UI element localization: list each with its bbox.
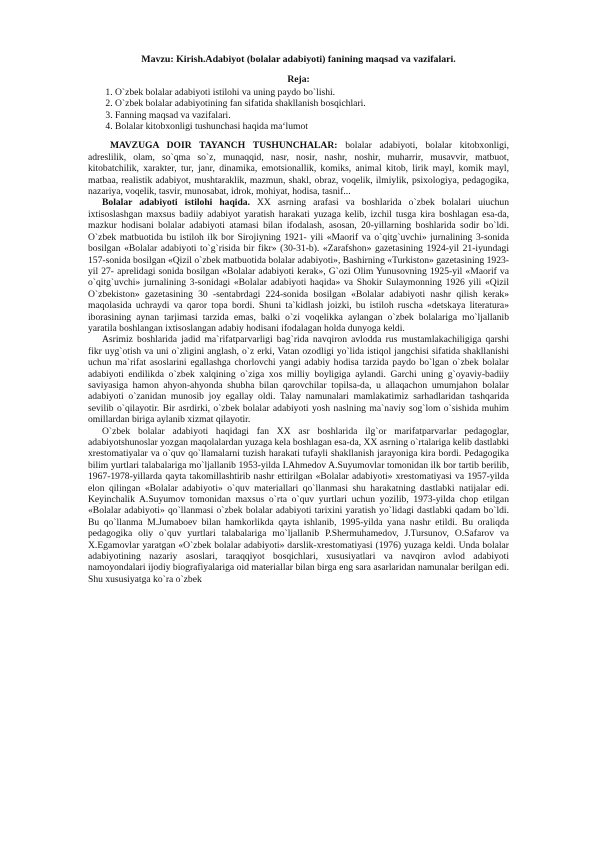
paragraph-term-origin xyxy=(88,197,509,334)
paragraph-term-origin-text: XX asrning arafasi va boshlarida o`zbek bolalari uiuchun ixtisoslashgan maxsus badiiy adabiyot yaratish harakati yuzaga kelib, izchil tusga kira boshlagan esa-da, mazkur hodisani bolalar adabiyoti atamasi bilan ifodalash, asosan, 20-yillarning boshlarida sodir bo`ldi. O`zbek matbuotida bu istiloh ilk bor Sirojiyning 1921- yili «Maorif va o`qitg`uvchi» jurnalining 3-sonida bosilgan «Bolalar adabiyoti to`g`risida bir fikr» (30-31-b). «Zarafshon» gazetasining 1924-yil 21-iyundagi 157-sonida bosilgan «Qizil o`zbek matbuotida bolalar adabiyoti», Bashirning «Turkiston» gazetasining 1923-yil 27- aprelidagi sonida bosilgan «Bolalar adabiyoti kerak», G`ozi Olim Yunusovning 1925-yil «Maorif va o`qitg`uvchi» jurnalining 3-sonidagi «Bolalar adabiyoti haqida» va Shokir Sulaymonning 1926 yili «Qizil O`zbekiston» gazetasining 30 -sentabrdagi 224-sonida bosilgan «Bolalar adabiyoti nashr qilish kerak» maqolasida uchraydi va qaror topa bordi. Shuni ta`kidlash joizki, bu istiloh ruscha «detskaya literatura» iborasining aynan tarjimasi tarzida emas, balki o`zi voqelikka aylangan o`zbek bolalariga mo`ljallanib yaratila boshlangan ixtisoslangan adabiy hodisani ifodalagan holda dunyoga keldi. xyxy=(88,197,509,334)
paragraph-science-history: O`zbek bolalar adabiyoti haqidagi fan XX asr boshlarida ilg`or marifatparvarlar pedagoglar, adabiyotshunoslar yozgan maqolalardan yuzaga kela boshlagan esa-da, XX asrning o`rtalariga kelib dastlabki xrestomatiyalar va o`quv qo`llamalarni tuzish harakati tufayli shakllanish jarayoniga kira bordi. Pedagogika bilim yurtlari talabalariga mo`ljallanib 1953-yilda I.Ahmedov A.Suyumovlar tomonidan ilk bor tartib berilib, 1967-1978-yillarda qayta takomillashtirib nashr ettirilgan «Bolalar adabiyoti» xrestomatiyasi va 1957-yilda elon qilingan «Bolalar adabiyoti» o`quv materiallari qo`llanmasi shu harakatning dastlabki natijalar edi. Keyinchalik A.Suyumov tomonidan maxsus o`rta o`quv yurtlari uchun yozilib, 1973-yilda chop etilgan «Bolalar adabiyoti» qo`llanmasi o`zbek bolalar adabiyoti tarixini yaratish yo`lidagi dastlabki qadam bo`ldi. Bu qo`llanma M.Jumaboev bilan hamkorlikda qayta ishlanib, 1995-yilda yana nashr etildi. Bu oraliqda pedagogika oliy o`quv yurtlari talabalariga mo`ljallanib P.Shermuhamedov, J.Tursunov, O.Safarov va X.Egamovlar yaratgan «O`zbek bolalar adabiyoti» darslik-xrestomatiyasi (1976) yuzaga keldi. Unda bolalar adabiyotining nazariy asoslari, taraqqiyot bosqichlari, xususiyatlari va navqiron avlod adabiyoti namoyondalari ijodiy biografiyalariga oid materiallar bilan birga eng sara asarlaridan namunalar berilgan edi. Shu xususiyatga ko`ra o`zbek xyxy=(88,425,509,585)
plan-item: 1. O`zbek bolalar adabiyoti istilohi va uning paydo bo`lishi. xyxy=(115,87,509,98)
paragraph-term-origin-label: Bolalar adabiyoti istilohi haqida. xyxy=(102,197,250,209)
key-concepts-paragraph xyxy=(88,140,509,197)
document-page xyxy=(88,54,509,585)
key-concepts-label: MAVZUGA DOIR TAYANCH TUSHUNCHALAR: xyxy=(110,140,338,152)
plan-item: 3. Fanning maqsad va vazifalari. xyxy=(115,110,509,121)
document-title: Mavzu: Kirish.Adabiyot (bolalar adabiyoti) fanining maqsad va vazifalari. xyxy=(141,54,456,65)
plan-list xyxy=(88,87,509,133)
plan-item: 4. Bolalar kitobxonligi tushunchasi haqida ma‘lumot xyxy=(115,121,509,132)
paragraph-century: Asrimiz boshlarida jadid ma`rifatparvarligi bag`rida navqiron avlodda rus mustamlakachiligiga qarshi fikr uyg`otish va uni o`zligini anglash, o`z erki, Vatan ozodligi yo`lida istiqol jangchisi sifatida shakllanishi uchun ma`rifat asoslarini egallashga chorlovchi yangi adabiy hodisa tarzida paydo bo`lgan o`zbek bolalar adabiyoti endilikda o`zbek xalqining o`ziga xos milliy boyligiga aylandi. Garchi uning g`oyaviy-badiiy saviyasiga hamon ahyon-ahyonda shubha bilan qarovchilar topilsa-da, u allaqachon umumjahon bolalar adabiyoti o`zanidan munosib joy egallay oldi. Talay namunalari mamlakatimiz sarhadlaridan tashqarida sevilib o`qilayotir. Bir asrdirki, o`zbek bolalar adabiyoti yosh naslning ma`naviy sog`lom o`sishida muhim omillardan biriga aylanib xizmat qilayotir. xyxy=(88,334,509,426)
plan-heading: Reja: xyxy=(287,74,310,86)
plan-item: 2. O`zbek bolalar adabiyotining fan sifatida shakllanish bosqichlari. xyxy=(115,98,509,109)
key-concepts-text: bolalar adabiyoti, bolalar kitobxonligi, adreslilik, olam, so`qma so`z, munaqqid, nasr, nosir, nashr, noshir, muharrir, musavvir, matbuot, kitobatchilik, xarakter, tur, janr, dinamika, emotsionallik, komiks, animal kitob, lirik mayl, komik mayl, matbaa, realistik adabiyot, mushtaraklik, mazmun, shakl, obraz, voqelik, ilmiylik, psixologiya, pedagogika, nazariya, voqelik, tasvir, munosabat, idrok, mohiyat, hodisa, tasnif... xyxy=(88,140,509,198)
